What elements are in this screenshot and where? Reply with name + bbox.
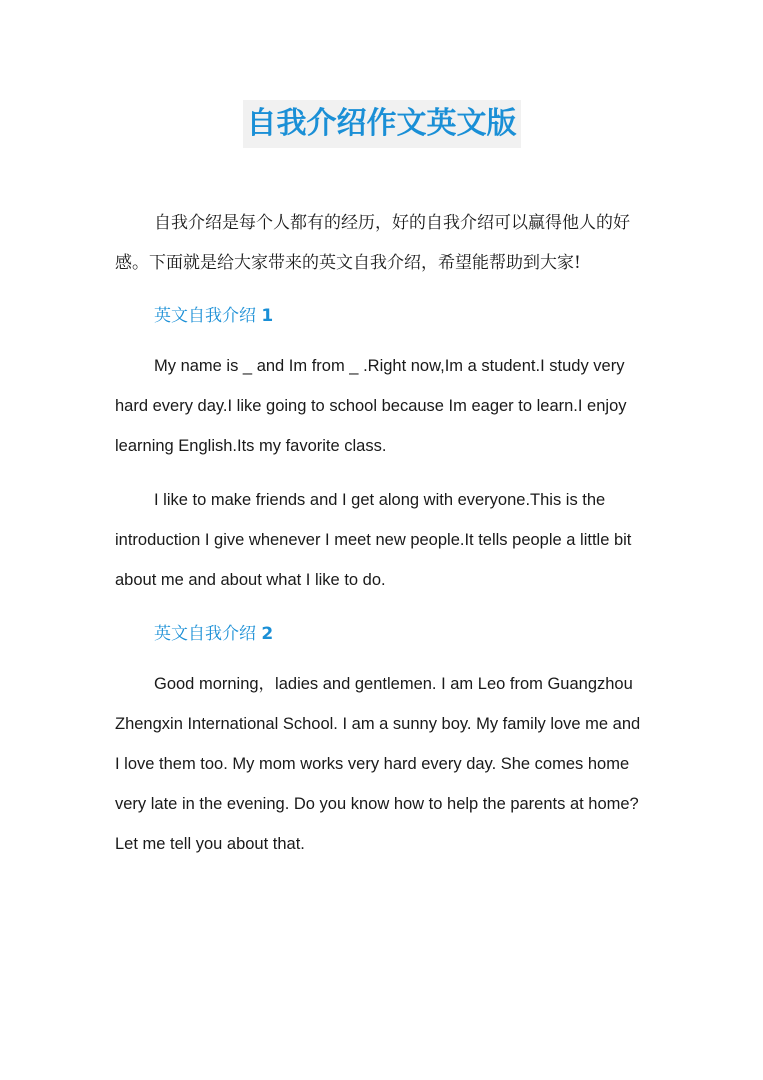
document-body — [115, 203, 647, 878]
section-2 — [115, 614, 647, 864]
intro-paragraph: 自我介绍是每个人都有的经历，好的自我介绍可以赢得他人的好感。下面就是给大家带来的英文自我介绍，希望能帮助到大家! — [115, 213, 630, 273]
page-title: 自我介绍作文英文版 — [243, 100, 521, 148]
body-paragraph: My name is _ and Im from _ .Right now,Im a student.I study very hard every day.I like going to school because Im eager to learn.I enjoy learning English.Its my favorite class. — [115, 357, 627, 455]
section-heading-text: 英文自我介绍 — [154, 624, 256, 644]
section-heading-text: 英文自我介绍 — [154, 306, 256, 326]
section-heading-number: 1 — [261, 306, 274, 326]
title-block — [0, 100, 763, 148]
body-paragraph: Good morning，ladies and gentlemen. I am Leo from Guangzhou Zhengxin International School. I am a sunny boy. My family love me and I love them too. My mom works very hard every day. She comes home very late in the evening. Do you know how to help the parents at home? Let me tell you about that. — [115, 675, 641, 853]
section-heading — [115, 296, 647, 336]
section-heading — [115, 614, 647, 654]
section-heading-number: 2 — [261, 624, 274, 644]
section-1 — [115, 296, 647, 600]
body-paragraph: I like to make friends and I get along with everyone.This is the introduction I give whenever I meet new people.It tells people a little bit about me and about what I like to do. — [115, 491, 632, 589]
